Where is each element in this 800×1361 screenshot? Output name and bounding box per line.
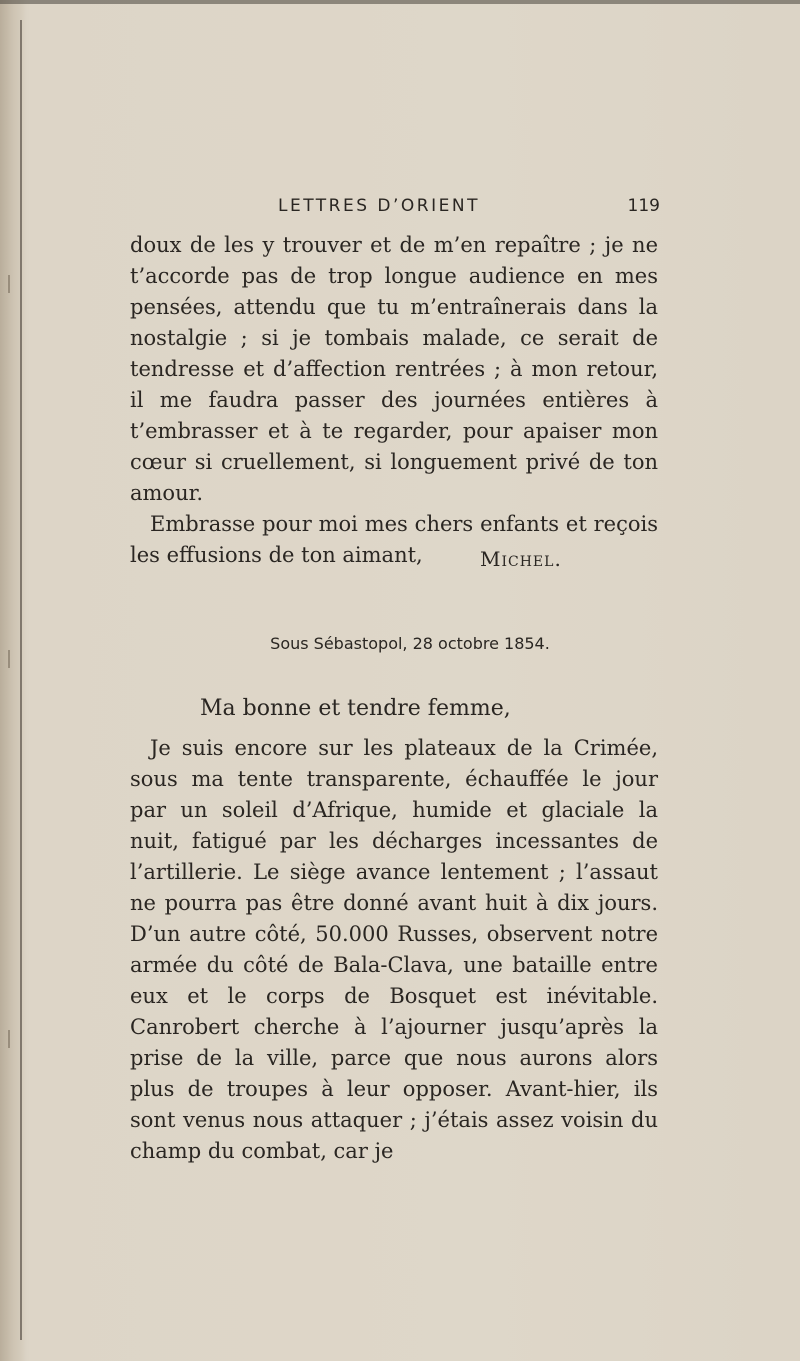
letter-end-text bbox=[130, 230, 658, 571]
margin-mark bbox=[8, 1030, 20, 1048]
page-top-edge bbox=[0, 0, 800, 4]
letter-salutation: Ma bonne et tendre femme, bbox=[200, 696, 511, 721]
letter-paragraph: Embrasse pour moi mes chers enfants et reçois les effusions de ton aimant, bbox=[130, 512, 658, 567]
running-head bbox=[130, 196, 660, 220]
page-number: 119 bbox=[627, 196, 660, 216]
margin-mark bbox=[8, 275, 20, 293]
letter-paragraph: Je suis encore sur les plateaux de la Crimée, sous ma tente transparente, échauffée le jour par un soleil d’Afrique, humide et glaciale la nuit, fatigué par les décharges incessantes de l’artillerie. Le siège avance lentement ; l’assaut ne pourra pas être donné avant huit à dix jours. D’un autre côté, 50.000 Russes, observent notre armée du côté de Bala-Clava, une bataille entre eux et le corps de Bosquet est inévitable. Canrobert cherche à l’ajourner jusqu’après la prise de la ville, parce que nous aurons alors plus de troupes à leur opposer. Avant-hier, ils sont venus nous attaquer ; j’étais assez voisin du champ du combat, car je bbox=[130, 736, 658, 1163]
page-spine bbox=[0, 0, 26, 1361]
letter-paragraph: doux de les y trouver et de m’en repaître ; je ne t’accorde pas de trop longue audience en mes pensées, attendu que tu m’entraînerais dans la nostalgie ; si je tombais malade, ce serait de tendresse et d’affection rentrées ; à mon retour, il me faudra passer des journées entières à t’embrasser et à te regarder, pour apaiser mon cœur si cruellement, si longuement privé de ton amour. bbox=[130, 233, 658, 505]
letter-signature: Michel. bbox=[480, 547, 562, 571]
letter-body-text bbox=[130, 733, 658, 1167]
running-title: LETTRES D’ORIENT bbox=[278, 196, 480, 216]
letter-dateline: Sous Sébastopol, 28 octobre 1854. bbox=[270, 634, 550, 653]
spine-binding-line bbox=[20, 20, 22, 1340]
